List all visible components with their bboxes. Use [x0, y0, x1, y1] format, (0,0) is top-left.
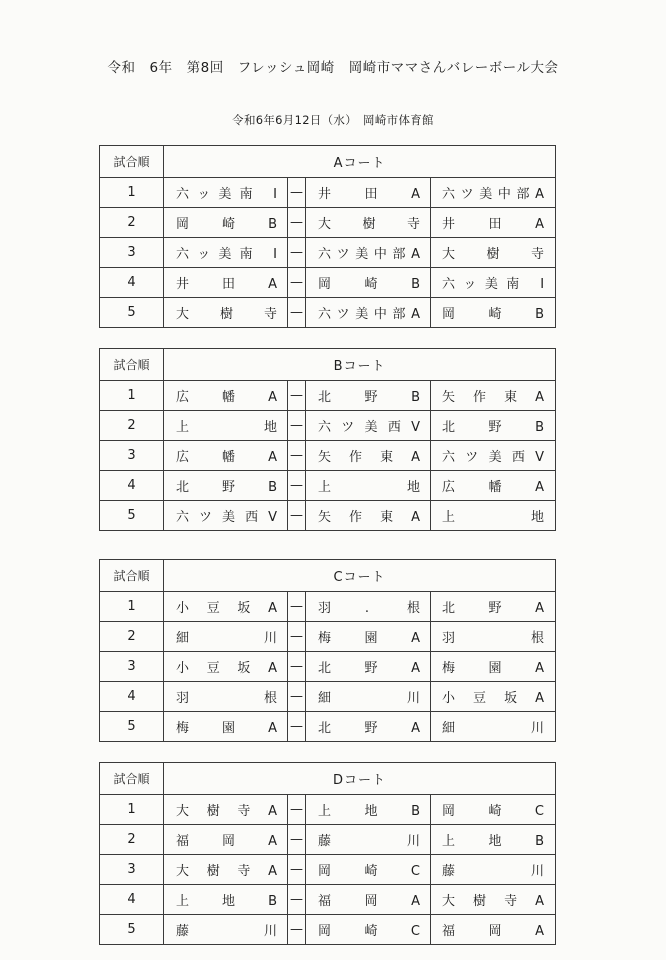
team-a: 六ッ美南 I	[164, 178, 288, 208]
table-row	[100, 208, 556, 238]
team-b: 岡 崎 B	[306, 268, 431, 298]
match-number: 3	[100, 652, 164, 682]
match-order-header: 試合順	[100, 560, 164, 592]
table-row	[100, 622, 556, 652]
referee-team: 福 岡 A	[431, 915, 556, 945]
team-a: 福 岡 A	[164, 825, 288, 855]
referee-team: 羽 根	[431, 622, 556, 652]
referee-team: 広 幡 A	[431, 471, 556, 501]
team-b: 上 地	[306, 471, 431, 501]
team-a: 大 樹 寺 A	[164, 855, 288, 885]
team-b: 矢 作 東 A	[306, 501, 431, 531]
match-order-header: 試合順	[100, 146, 164, 178]
team-a: 広 幡 A	[164, 381, 288, 411]
versus-dash: —	[288, 381, 306, 411]
versus-dash: —	[288, 855, 306, 885]
versus-dash: —	[288, 501, 306, 531]
versus-dash: —	[288, 712, 306, 742]
table-header-row	[100, 560, 556, 592]
referee-team: 六 ツ 美 西 V	[431, 441, 556, 471]
match-order-header: 試合順	[100, 349, 164, 381]
court-a-schedule-table	[99, 145, 556, 328]
match-number: 4	[100, 885, 164, 915]
table-row	[100, 471, 556, 501]
team-b: 六ツ美中部A	[306, 238, 431, 268]
table-header-row	[100, 763, 556, 795]
team-a: 藤 川	[164, 915, 288, 945]
match-number: 2	[100, 208, 164, 238]
match-number: 4	[100, 268, 164, 298]
team-a: 井 田 A	[164, 268, 288, 298]
table-row	[100, 381, 556, 411]
team-b: 北 野 A	[306, 712, 431, 742]
versus-dash: —	[288, 208, 306, 238]
referee-team: 大 樹 寺 A	[431, 885, 556, 915]
versus-dash: —	[288, 441, 306, 471]
referee-team: 六ツ美中部A	[431, 178, 556, 208]
table-row	[100, 592, 556, 622]
team-b: 六ツ美中部A	[306, 298, 431, 328]
team-a: 大 樹 寺 A	[164, 795, 288, 825]
table-row	[100, 795, 556, 825]
document-title: 令和 6年 第8回 フレッシュ岡崎 岡崎市ママさんバレーボール大会	[107, 60, 559, 76]
match-number: 1	[100, 178, 164, 208]
referee-team: 大 樹 寺	[431, 238, 556, 268]
versus-dash: —	[288, 592, 306, 622]
versus-dash: —	[288, 652, 306, 682]
referee-team: 岡 崎 B	[431, 298, 556, 328]
versus-dash: —	[288, 178, 306, 208]
court-name-header: Dコート	[164, 763, 556, 795]
team-a: 大 樹 寺	[164, 298, 288, 328]
team-a: 羽 根	[164, 682, 288, 712]
team-a: 梅 園 A	[164, 712, 288, 742]
referee-team: 矢 作 東 A	[431, 381, 556, 411]
referee-team: 小 豆 坂 A	[431, 682, 556, 712]
versus-dash: —	[288, 298, 306, 328]
court-d-schedule-table	[99, 762, 556, 945]
match-order-header: 試合順	[100, 763, 164, 795]
table-row	[100, 501, 556, 531]
team-a: 小 豆 坂 A	[164, 652, 288, 682]
table-row	[100, 915, 556, 945]
match-number: 5	[100, 298, 164, 328]
team-a: 小 豆 坂 A	[164, 592, 288, 622]
team-b: 羽. 根	[306, 592, 431, 622]
team-b: 矢 作 東 A	[306, 441, 431, 471]
match-number: 5	[100, 501, 164, 531]
versus-dash: —	[288, 795, 306, 825]
table-row	[100, 411, 556, 441]
team-a: 上 地	[164, 411, 288, 441]
match-number: 3	[100, 238, 164, 268]
table-row	[100, 825, 556, 855]
table-row	[100, 268, 556, 298]
match-number: 5	[100, 915, 164, 945]
referee-team: 上 地 B	[431, 825, 556, 855]
team-a: 広 幡 A	[164, 441, 288, 471]
table-row	[100, 441, 556, 471]
team-a: 六 ツ 美 西 V	[164, 501, 288, 531]
versus-dash: —	[288, 411, 306, 441]
court-b-schedule-table	[99, 348, 556, 531]
referee-team: 六ッ美南 I	[431, 268, 556, 298]
team-b: 藤 川	[306, 825, 431, 855]
court-name-header: Aコート	[164, 146, 556, 178]
referee-team: 細 川	[431, 712, 556, 742]
table-row	[100, 885, 556, 915]
match-number: 4	[100, 471, 164, 501]
team-b: 井 田 A	[306, 178, 431, 208]
team-a: 上 地 B	[164, 885, 288, 915]
table-row	[100, 298, 556, 328]
table-row	[100, 682, 556, 712]
referee-team: 梅 園 A	[431, 652, 556, 682]
team-a: 岡 崎 B	[164, 208, 288, 238]
referee-team: 北 野 B	[431, 411, 556, 441]
court-c-schedule-table	[99, 559, 556, 742]
versus-dash: —	[288, 622, 306, 652]
table-row	[100, 855, 556, 885]
match-number: 1	[100, 592, 164, 622]
versus-dash: —	[288, 825, 306, 855]
match-number: 4	[100, 682, 164, 712]
table-row	[100, 712, 556, 742]
table-row	[100, 238, 556, 268]
referee-team: 北 野 A	[431, 592, 556, 622]
versus-dash: —	[288, 885, 306, 915]
match-number: 1	[100, 795, 164, 825]
table-row	[100, 652, 556, 682]
match-number: 2	[100, 825, 164, 855]
court-name-header: Cコート	[164, 560, 556, 592]
event-date-venue: 令和6年6月12日（水） 岡崎市体育館	[232, 113, 434, 127]
team-b: 細 川	[306, 682, 431, 712]
team-b: 上 地 B	[306, 795, 431, 825]
team-a: 細 川	[164, 622, 288, 652]
team-b: 岡 崎 C	[306, 915, 431, 945]
referee-team: 上 地	[431, 501, 556, 531]
court-name-header: Bコート	[164, 349, 556, 381]
referee-team: 井 田 A	[431, 208, 556, 238]
team-a: 北 野 B	[164, 471, 288, 501]
table-header-row	[100, 349, 556, 381]
team-a: 六ッ美南 I	[164, 238, 288, 268]
versus-dash: —	[288, 238, 306, 268]
team-b: 梅 園 A	[306, 622, 431, 652]
team-b: 岡 崎 C	[306, 855, 431, 885]
match-number: 5	[100, 712, 164, 742]
match-number: 2	[100, 411, 164, 441]
team-b: 大 樹 寺	[306, 208, 431, 238]
team-b: 福 岡 A	[306, 885, 431, 915]
versus-dash: —	[288, 471, 306, 501]
versus-dash: —	[288, 915, 306, 945]
team-b: 六 ツ 美 西 V	[306, 411, 431, 441]
table-row	[100, 178, 556, 208]
referee-team: 藤 川	[431, 855, 556, 885]
table-header-row	[100, 146, 556, 178]
versus-dash: —	[288, 268, 306, 298]
match-number: 1	[100, 381, 164, 411]
referee-team: 岡 崎 C	[431, 795, 556, 825]
team-b: 北 野 A	[306, 652, 431, 682]
team-b: 北 野 B	[306, 381, 431, 411]
versus-dash: —	[288, 682, 306, 712]
match-number: 3	[100, 441, 164, 471]
match-number: 2	[100, 622, 164, 652]
match-number: 3	[100, 855, 164, 885]
